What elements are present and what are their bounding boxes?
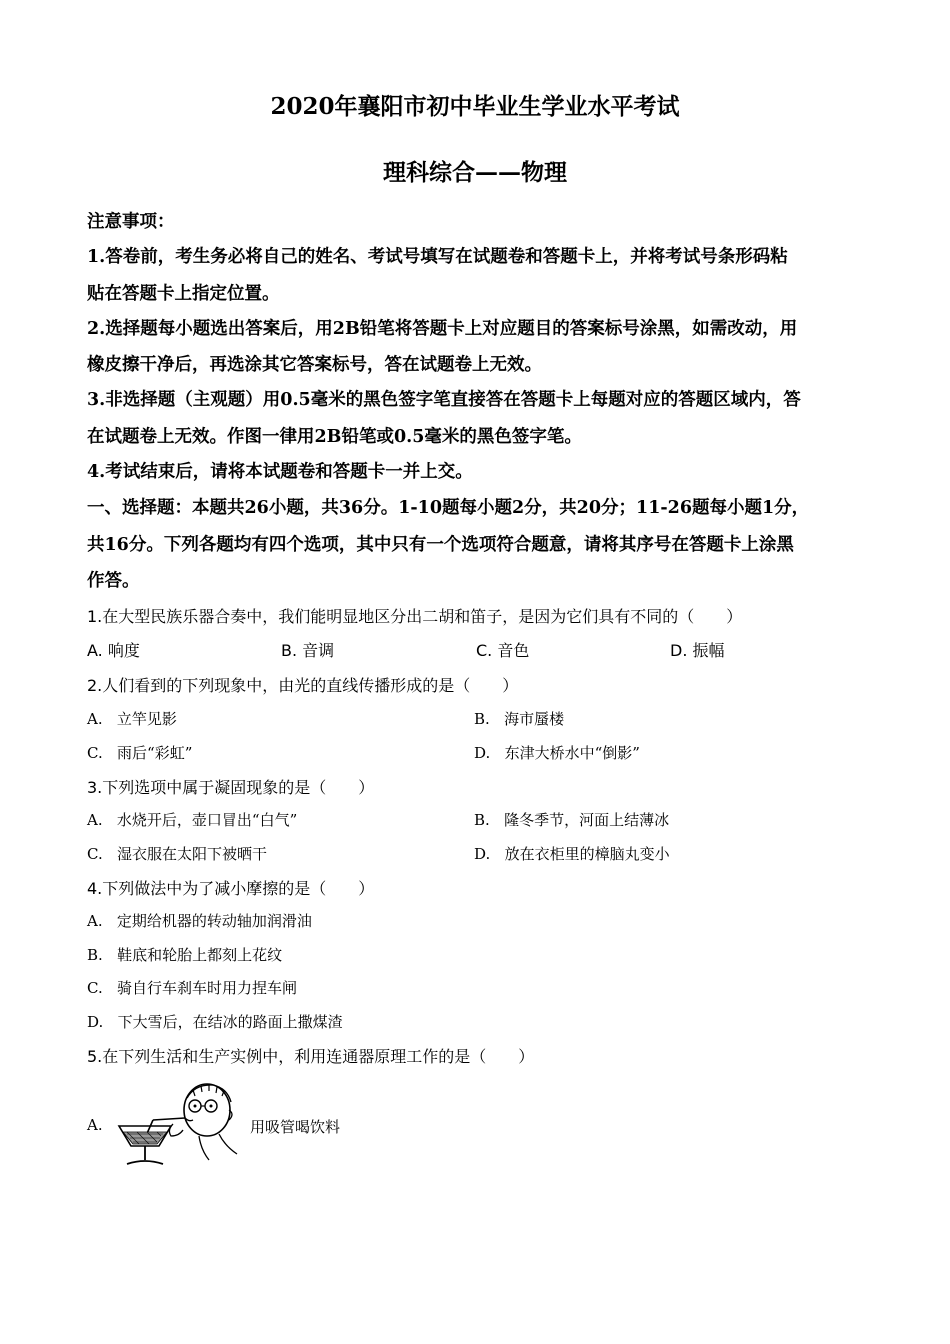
option-label: C. xyxy=(87,845,103,863)
option-label: C. xyxy=(476,641,493,660)
option-label: B. xyxy=(474,710,490,728)
option-text: 定期给机器的转动轴加润滑油 xyxy=(116,912,312,930)
option-a[interactable] xyxy=(87,809,297,830)
option-d[interactable] xyxy=(474,843,670,864)
question-2 xyxy=(87,673,518,696)
option-d[interactable] xyxy=(474,742,640,763)
notice-line: 橡皮擦干净后，再选涂其它答案标号，答在试题卷上无效。 xyxy=(87,355,542,375)
option-text: 振幅 xyxy=(692,641,725,660)
question-text: 在下列生活和生产实例中，利用连通器原理工作的是（ ） xyxy=(102,1047,535,1066)
option-a[interactable] xyxy=(87,910,312,931)
option-text: 音色 xyxy=(497,641,530,660)
notice-line: 4.考试结束后，请将本试题卷和答题卡一并上交。 xyxy=(87,462,473,482)
option-text: 鞋底和轮胎上都刻上花纹 xyxy=(117,946,283,964)
question-4 xyxy=(87,876,374,899)
option-d[interactable] xyxy=(87,1011,343,1032)
option-text: 东津大桥水中“倒影” xyxy=(504,744,640,762)
option-a[interactable] xyxy=(87,708,177,729)
notice-line: 1.答卷前，考生务必将自己的姓名、考试号填写在试题卷和答题卡上，并将考试号条形码粘 xyxy=(87,247,788,267)
person-drinking-with-straw-illustration xyxy=(115,1080,240,1168)
option-text: 隆冬季节，河面上结薄冰 xyxy=(504,811,670,829)
option-label: C. xyxy=(87,744,103,762)
option-text: 海市蜃楼 xyxy=(504,710,565,728)
question-1 xyxy=(87,604,742,627)
option-b[interactable] xyxy=(474,809,669,830)
option-label: B. xyxy=(474,811,490,829)
question-number: 2. xyxy=(87,676,103,695)
option-label[interactable]: A. xyxy=(87,1116,103,1134)
option-label: C. xyxy=(87,979,103,997)
option-text: 用吸管喝饮料 xyxy=(250,1118,341,1136)
option-text: 骑自行车刹车时用力捏车闸 xyxy=(117,979,298,997)
option-label: A. xyxy=(87,811,103,829)
option-c[interactable] xyxy=(87,977,297,998)
question-5 xyxy=(87,1044,534,1067)
option-label: B. xyxy=(281,641,298,660)
option-label: D. xyxy=(87,1013,104,1031)
option-a[interactable] xyxy=(87,638,140,661)
option-label: D. xyxy=(474,744,491,762)
option-label: A. xyxy=(87,912,103,930)
section-heading-line: 作答。 xyxy=(87,571,140,591)
option-text: 放在衣柜里的樟脑丸变小 xyxy=(504,845,670,863)
option-b[interactable] xyxy=(474,708,564,729)
option-text: 雨后“彩虹” xyxy=(117,744,193,762)
question-number: 3. xyxy=(87,778,103,797)
question-number: 1. xyxy=(87,607,103,626)
section-heading-line: 一、选择题：本题共26小题，共36分。1-10题每小题2分，共20分；11-26题每小题1分， xyxy=(87,498,810,518)
page-subtitle: 理科综合——物理 xyxy=(383,159,567,186)
question-number: 4. xyxy=(87,879,103,898)
option-label: D. xyxy=(474,845,491,863)
question-text: 下列做法中为了减小摩擦的是（ ） xyxy=(102,879,375,898)
notice-heading: 注意事项： xyxy=(87,212,175,232)
option-label: D. xyxy=(670,641,688,660)
page-title: 2020年襄阳市初中毕业生学业水平考试 xyxy=(270,93,680,120)
question-3 xyxy=(87,775,374,798)
option-text: 水烧开后，壶口冒出“白气” xyxy=(116,811,298,829)
option-b[interactable] xyxy=(281,638,334,661)
question-text: 在大型民族乐器合奏中，我们能明显地区分出二胡和笛子，是因为它们具有不同的（ ） xyxy=(102,607,743,626)
option-label: A. xyxy=(87,641,103,660)
question-text: 下列选项中属于凝固现象的是（ ） xyxy=(102,778,375,797)
notice-line: 3.非选择题（主观题）用0.5毫米的黑色签字笔直接答在答题卡上每题对应的答题区域内，答 xyxy=(87,390,801,410)
option-text: 立竿见影 xyxy=(116,710,177,728)
option-d[interactable] xyxy=(670,638,725,661)
option-label: B. xyxy=(87,946,103,964)
option-c[interactable] xyxy=(87,843,267,864)
notice-line: 贴在答题卡上指定位置。 xyxy=(87,284,280,304)
notice-line: 在试题卷上无效。作图一律用2B铅笔或0.5毫米的黑色签字笔。 xyxy=(87,427,582,447)
option-text: 下大雪后，在结冰的路面上撒煤渣 xyxy=(117,1013,343,1031)
option-label: A. xyxy=(87,710,103,728)
option-c[interactable] xyxy=(476,638,529,661)
option-c[interactable] xyxy=(87,742,192,763)
option-b[interactable] xyxy=(87,944,282,965)
question-number: 5. xyxy=(87,1047,103,1066)
option-text: 响度 xyxy=(107,641,140,660)
option-text: 湿衣服在太阳下被晒干 xyxy=(117,845,268,863)
notice-line: 2.选择题每小题选出答案后，用2B铅笔将答题卡上对应题目的答案标号涂黑，如需改动，用 xyxy=(87,319,798,339)
question-text: 人们看到的下列现象中，由光的直线传播形成的是（ ） xyxy=(102,676,519,695)
option-text: 音调 xyxy=(302,641,335,660)
section-heading-line: 共16分。下列各题均有四个选项，其中只有一个选项符合题意，请将其序号在答题卡上涂黑 xyxy=(87,535,794,555)
